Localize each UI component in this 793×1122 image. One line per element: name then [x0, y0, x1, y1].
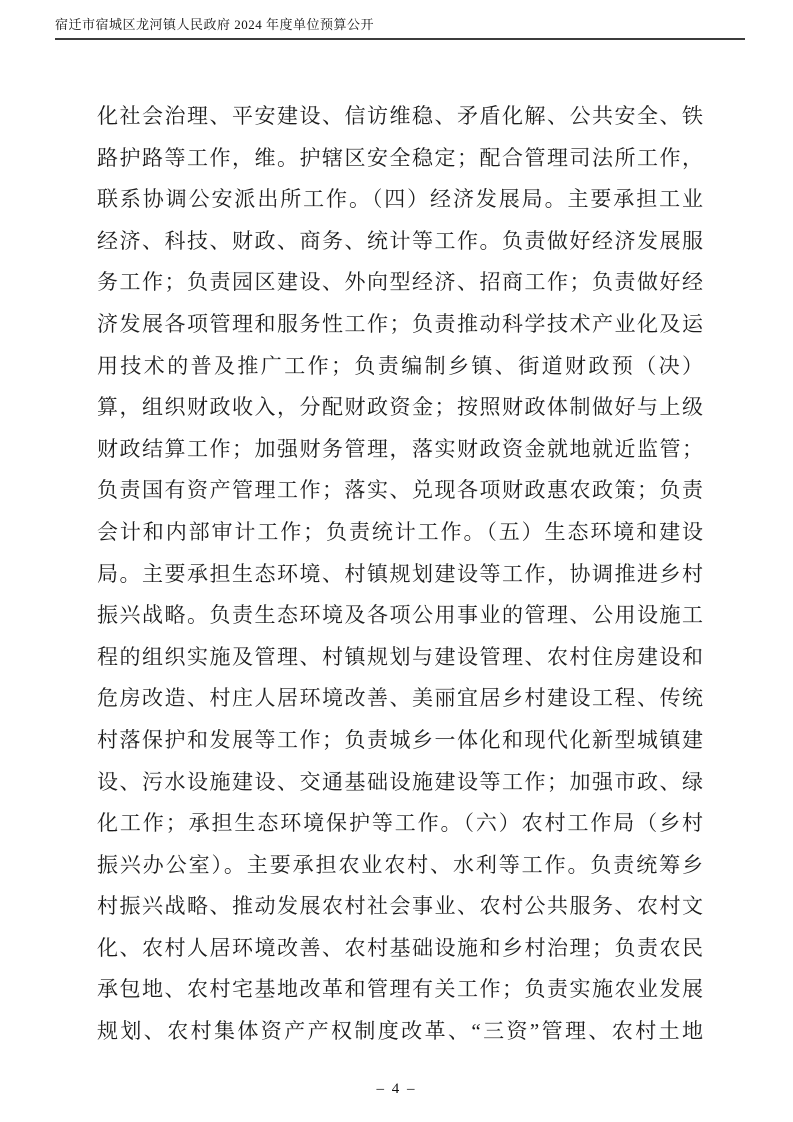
text-line: 负责国有资产管理工作；落实、兑现各项财政惠农政策；负责	[97, 478, 703, 503]
text-line: 会计和内部审计工作；负责统计工作。（五）生态环境和建设	[97, 519, 703, 544]
text-line: 联系协调公安派出所工作。（四）经济发展局。主要承担工业	[97, 187, 703, 212]
header-title: 宿迁市宿城区龙河镇人民政府 2024 年度单位预算公开	[55, 17, 375, 32]
text-line: 程的组织实施及管理、村镇规划与建设管理、农村住房建设和	[97, 644, 703, 669]
text-line: 局。主要承担生态环境、村镇规划建设等工作，协调推进乡村	[97, 561, 703, 586]
header-rule	[55, 38, 745, 40]
text-line: 承包地、农村宅基地改革和管理有关工作；负责实施农业发展	[97, 977, 703, 1002]
text-line: 用技术的普及推广工作；负责编制乡镇、街道财政预（决）	[97, 353, 703, 378]
text-line: 济发展各项管理和服务性工作；负责推动科学技术产业化及运	[97, 311, 703, 336]
page-number: – 4 –	[376, 1081, 417, 1097]
page-header	[55, 14, 745, 40]
text-line: 算，组织财政收入，分配财政资金；按照财政体制做好与上级	[97, 395, 703, 420]
page-footer	[0, 1080, 793, 1098]
text-line: 设、污水设施建设、交通基础设施建设等工作；加强市政、绿	[97, 769, 703, 794]
text-line: 经济、科技、财政、商务、统计等工作。负责做好经济发展服	[97, 228, 703, 253]
body-text	[97, 96, 703, 1053]
text-line: 化社会治理、平安建设、信访维稳、矛盾化解、公共安全、铁	[97, 104, 703, 128]
text-line: 化工作；承担生态环境保护等工作。（六）农村工作局（乡村	[97, 811, 703, 836]
text-line: 路护路等工作，维。护辖区安全稳定；配合管理司法所工作，	[97, 145, 703, 170]
text-line: 村振兴战略、推动发展农村社会事业、农村公共服务、农村文	[97, 894, 703, 919]
text-line: 规划、农村集体资产产权制度改革、“三资”管理、农村土地	[97, 1019, 703, 1044]
text-line: 村落保护和发展等工作；负责城乡一体化和现代化新型城镇建	[97, 727, 703, 752]
text-line: 务工作；负责园区建设、外向型经济、招商工作；负责做好经	[97, 270, 703, 295]
text-line: 化、农村人居环境改善、农村基础设施和乡村治理；负责农民	[97, 935, 703, 960]
text-line: 振兴办公室）。主要承担农业农村、水利等工作。负责统筹乡	[97, 852, 703, 877]
text-line: 振兴战略。负责生态环境及各项公用事业的管理、公用设施工	[97, 603, 703, 628]
text-line: 财政结算工作；加强财务管理，落实财政资金就地就近监管；	[97, 436, 703, 461]
text-line: 危房改造、村庄人居环境改善、美丽宜居乡村建设工程、传统	[97, 686, 703, 711]
